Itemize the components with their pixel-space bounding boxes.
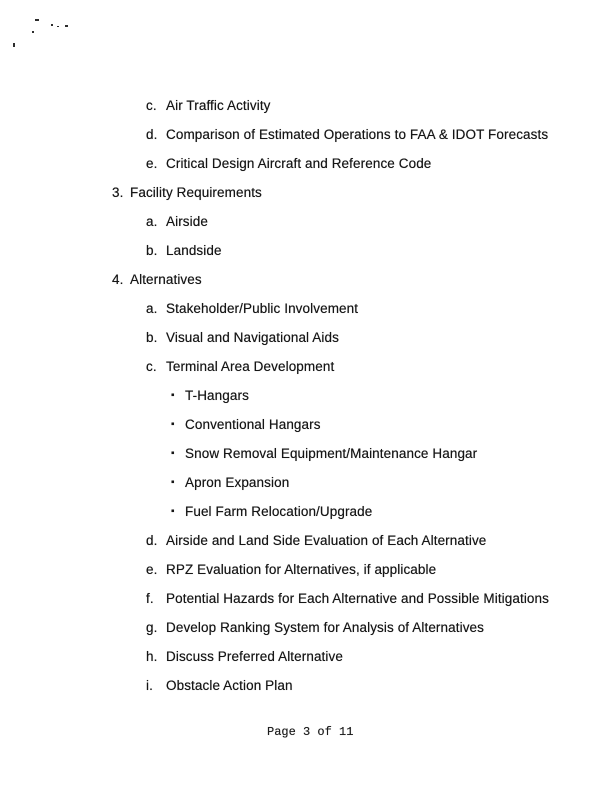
item-marker: b. bbox=[146, 243, 158, 258]
item-text: Airside and Land Side Evaluation of Each Alternative bbox=[166, 533, 487, 548]
item-text: Facility Requirements bbox=[130, 185, 262, 200]
outline-item bbox=[0, 127, 614, 145]
bullet-icon: ▪ bbox=[171, 390, 175, 401]
item-text: Fuel Farm Relocation/Upgrade bbox=[185, 504, 373, 519]
outline-item bbox=[0, 388, 614, 406]
item-text: Develop Ranking System for Analysis of Alternatives bbox=[166, 620, 484, 635]
scan-artifact bbox=[65, 25, 68, 27]
item-marker: g. bbox=[146, 620, 158, 635]
item-text: Apron Expansion bbox=[185, 475, 290, 490]
outline-item bbox=[0, 504, 614, 522]
bullet-icon: ▪ bbox=[171, 448, 175, 459]
item-text: Potential Hazards for Each Alternative and Possible Mitigations bbox=[166, 591, 550, 606]
item-marker: b. bbox=[146, 330, 158, 345]
item-text: Discuss Preferred Alternative bbox=[166, 649, 343, 664]
item-marker: a. bbox=[146, 301, 158, 316]
outline-item bbox=[0, 417, 614, 435]
bullet-icon: ▪ bbox=[171, 477, 175, 488]
item-text: T-Hangars bbox=[185, 388, 249, 403]
item-text: Conventional Hangars bbox=[185, 417, 321, 432]
item-marker: f. bbox=[146, 591, 154, 606]
item-marker: a. bbox=[146, 214, 158, 229]
outline-item bbox=[0, 562, 614, 580]
item-marker: i. bbox=[146, 678, 153, 693]
outline-item bbox=[0, 214, 614, 232]
item-text: Snow Removal Equipment/Maintenance Hangar bbox=[185, 446, 478, 461]
outline-item bbox=[0, 185, 614, 203]
item-marker: c. bbox=[146, 359, 157, 374]
outline-item bbox=[0, 533, 614, 551]
outline-item bbox=[0, 243, 614, 261]
scan-artifact bbox=[32, 31, 34, 33]
item-text: Airside bbox=[166, 214, 208, 229]
scan-artifact bbox=[35, 19, 39, 21]
bullet-icon: ▪ bbox=[171, 506, 175, 517]
bullet-icon: ▪ bbox=[171, 419, 175, 430]
outline-item bbox=[0, 272, 614, 290]
outline-item bbox=[0, 678, 614, 696]
outline-item bbox=[0, 591, 614, 609]
outline-item bbox=[0, 301, 614, 319]
item-text: Alternatives bbox=[130, 272, 202, 287]
item-text: Comparison of Estimated Operations to FAA & IDOT Forecasts bbox=[166, 127, 549, 142]
outline-item bbox=[0, 446, 614, 464]
outline-item bbox=[0, 156, 614, 174]
outline-item bbox=[0, 359, 614, 377]
item-marker: d. bbox=[146, 533, 158, 548]
page-number-footer: Page 3 of 11 bbox=[267, 725, 354, 739]
item-text: Landside bbox=[166, 243, 222, 258]
scan-artifact bbox=[57, 26, 59, 27]
item-marker: h. bbox=[146, 649, 158, 664]
item-text: Critical Design Aircraft and Reference Code bbox=[166, 156, 432, 171]
outline-item bbox=[0, 649, 614, 667]
item-text: RPZ Evaluation for Alternatives, if applicable bbox=[166, 562, 437, 577]
item-text: Visual and Navigational Aids bbox=[166, 330, 339, 345]
item-text: Stakeholder/Public Involvement bbox=[166, 301, 359, 316]
scan-artifact bbox=[13, 43, 15, 47]
scan-artifact bbox=[51, 24, 53, 26]
outline-item bbox=[0, 98, 614, 116]
item-marker: e. bbox=[146, 156, 158, 171]
item-marker: d. bbox=[146, 127, 158, 142]
item-text: Terminal Area Development bbox=[166, 359, 335, 374]
item-text: Obstacle Action Plan bbox=[166, 678, 293, 693]
outline-item bbox=[0, 330, 614, 348]
item-marker: 3. bbox=[112, 185, 124, 200]
outline-item bbox=[0, 620, 614, 638]
item-marker: e. bbox=[146, 562, 158, 577]
outline-item bbox=[0, 475, 614, 493]
item-text: Air Traffic Activity bbox=[166, 98, 271, 113]
item-marker: 4. bbox=[112, 272, 124, 287]
item-marker: c. bbox=[146, 98, 157, 113]
